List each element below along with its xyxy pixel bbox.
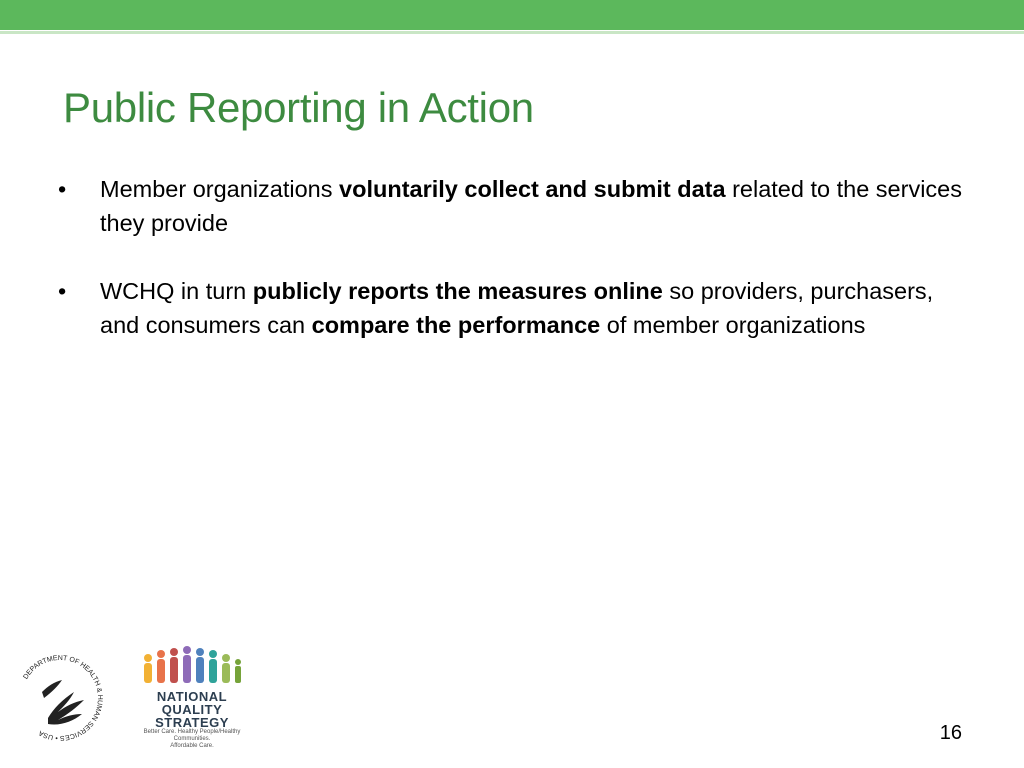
eagle-profile-icon (42, 680, 84, 725)
nqs-tagline: Better Care. Healthy People/Healthy Communities. (143, 729, 241, 742)
nqs-wordmark (128, 690, 256, 750)
hhs-seal-logo (14, 652, 106, 744)
bullet-text-run: related to the services they provide (100, 176, 962, 236)
bullet-item (58, 172, 968, 240)
nqs-line: QUALITY (161, 702, 223, 717)
nqs-tagline: Affordable Care. (170, 743, 214, 749)
people-silhouettes-icon (128, 640, 256, 692)
national-quality-strategy-logo (128, 640, 256, 752)
bullet-text-run: of member organizations (600, 312, 866, 338)
hhs-seal-text: DEPARTMENT OF HEALTH & HUMAN SERVICES • USA (22, 654, 104, 742)
nqs-line: STRATEGY (155, 715, 229, 730)
bullet-text-run: Member organizations (100, 176, 340, 202)
bullet-text-run-bold: voluntarily collect and submit data (339, 176, 726, 202)
bullet-text-run-bold: compare the performance (311, 312, 601, 338)
bullet-text-run-bold: publicly reports the measures online (252, 278, 663, 304)
slide-title: Public Reporting in Action (63, 84, 534, 131)
bullet-text (100, 176, 962, 236)
top-accent-line (0, 31, 1024, 34)
nqs-line: NATIONAL (156, 689, 228, 704)
top-accent-bar (0, 0, 1024, 30)
bullet-text (100, 278, 933, 338)
bullet-marker: • (58, 278, 67, 304)
bullet-list (58, 172, 968, 376)
bullet-marker: • (58, 176, 67, 202)
bullet-text-run: so providers, purchasers, and consumers can (100, 278, 934, 338)
bullet-text-run: WCHQ in turn (100, 278, 253, 304)
bullet-item (58, 274, 968, 342)
slide-page-number: 16 (939, 722, 962, 744)
